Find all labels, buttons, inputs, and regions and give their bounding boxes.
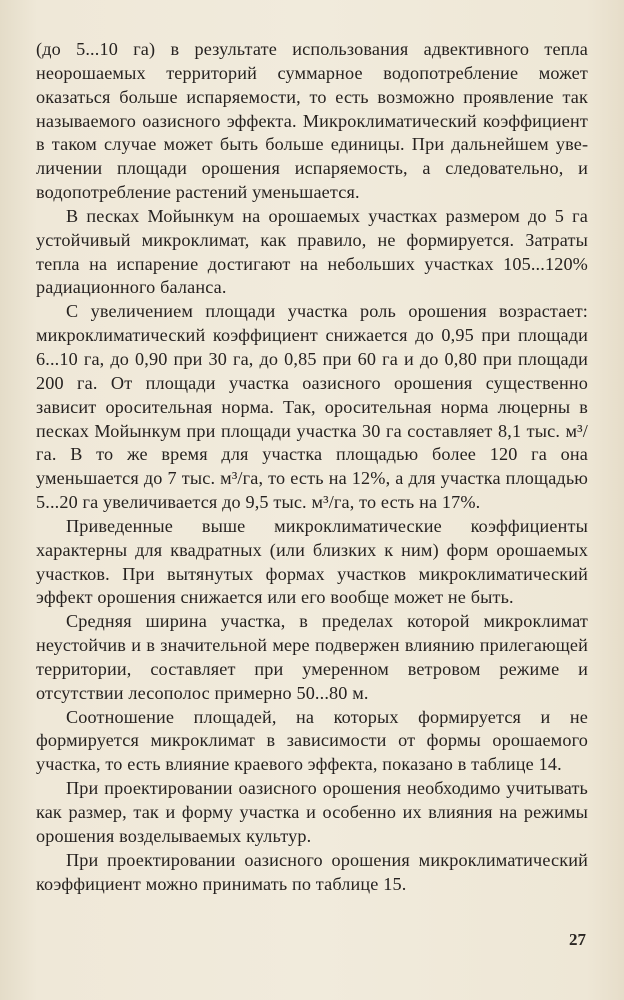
paragraph-5: Средняя ширина участка, в пределах которой микроклимат неустойчив и в значительной мере подвержен влиянию прилегающей территории, составляет при умеренном ветровом режиме и отсутствии лесополос примерно 50...80 м. <box>36 611 588 703</box>
paragraph-1: (до 5...10 га) в результате использования адвективного тепла неорошаемых территорий суммарное водопотребление может оказаться больше испаряемости, то есть возможно проявление так называемого оазисного эффекта. Микроклиматический коэффициент в таком случае может быть больше единицы. При дальнейшем увеличении площади орошения испаряемость, а следовательно, и водопотребление растений уменьшается. <box>36 39 588 203</box>
page-number: 27 <box>569 930 586 949</box>
paragraph-2: В песках Мойынкум на орошаемых участках размером до 5 га устойчивый микроклимат, как правило, не формируется. Затраты тепла на испарение достигают на небольших участках 105...120% радиационного баланса. <box>36 205 588 298</box>
body-text <box>36 38 588 896</box>
paragraph-8: При проектировании оазисного орошения микроклиматический коэффициент можно принимать по таблице 15. <box>36 849 588 894</box>
paragraph-7: При проектировании оазисного орошения необходимо учитывать как размер, так и форму участка и особенно их влияния на режимы орошения возделываемых культур. <box>36 778 588 846</box>
paragraph-4: Приведенные выше микроклиматические коэффициенты характерны для квадратных (или близких к ним) форм орошаемых участков. При вытянутых формах участков микроклиматический эффект орошения снижается или его вообще может не быть. <box>36 515 588 608</box>
paragraph-6: Соотношение площадей, на которых формируется и не формируется микроклимат в зависимости от формы орошаемого участка, то есть влияние краевого эффекта, показано в таблице 14. <box>36 706 588 775</box>
paragraph-3: С увеличением площади участка роль орошения возрастает: микроклиматический коэффициент снижается до 0,95 при площади 6...10 га, до 0,90 при 30 га, до 0,85 при 60 га и до 0,80 при площади 200 га. От площади участка оазисного орошения существенно зависит оросительная норма. Так, оросительная норма люцерны в песках Мойынкум при площади участка 30 га составляет 8,1 тыс. м³/га. В то же время для участка площадью более 120 га она уменьшается до 7 тыс. м³/га, то есть на 12%, а для участка площадью 5...20 га увеличивается до 9,5 тыс. м³/га, то есть на 17%. <box>36 301 588 513</box>
